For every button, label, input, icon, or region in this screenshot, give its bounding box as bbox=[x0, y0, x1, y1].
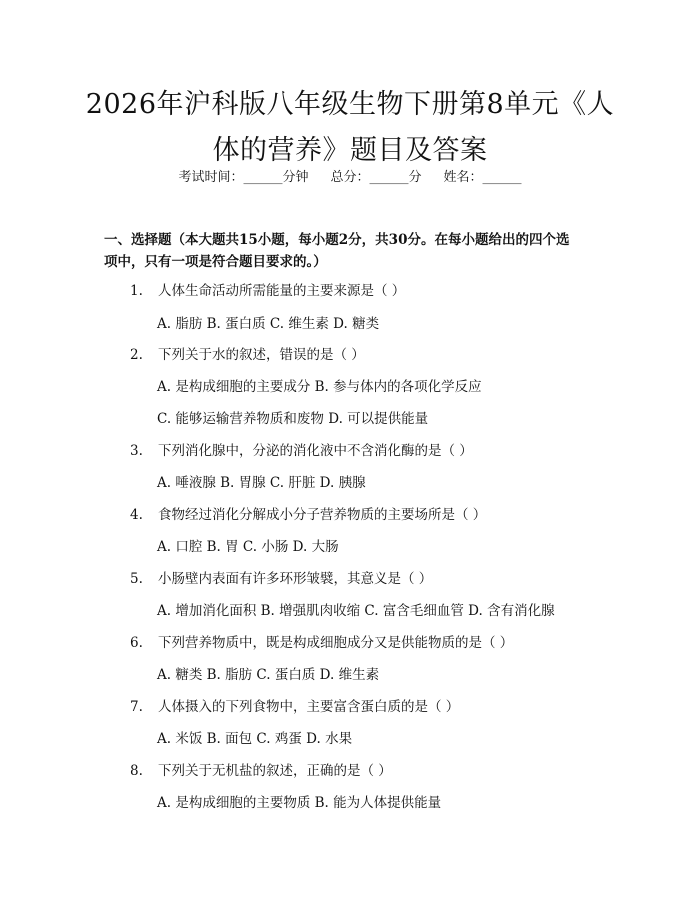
question-text: 人体摄入的下列食物中，主要富含蛋白质的是（ ） bbox=[158, 699, 460, 715]
section-heading bbox=[104, 229, 604, 273]
question-number: 3. bbox=[130, 443, 143, 459]
question-text: 下列关于水的叙述，错误的是（ ） bbox=[158, 347, 365, 363]
question-text: 下列营养物质中，既是构成细胞成分又是供能物质的是（ ） bbox=[158, 635, 514, 651]
question-number: 6. bbox=[130, 635, 143, 651]
question-number: 5. bbox=[130, 571, 143, 587]
question-3-options: A. 唾液腺 B. 胃腺 C. 肝脏 D. 胰腺 bbox=[157, 475, 366, 491]
question-number: 8. bbox=[130, 763, 143, 779]
question-5-options: A. 增加消化面积 B. 增强肌肉收缩 C. 富含毛细血管 D. 含有消化腺 bbox=[157, 603, 555, 619]
question-1 bbox=[130, 282, 610, 300]
exam-meta bbox=[0, 169, 700, 187]
section-heading-line-2: 项中，只有一项是符合题目要求的。） bbox=[104, 254, 327, 270]
section-heading-line-1: 一、选择题（本大题共15小题，每小题2分，共30分。在每小题给出的四个选 bbox=[104, 232, 570, 248]
question-4-options: A. 口腔 B. 胃 C. 小肠 D. 大肠 bbox=[157, 539, 339, 555]
question-7-options: A. 米饭 B. 面包 C. 鸡蛋 D. 水果 bbox=[157, 731, 353, 747]
question-text: 食物经过消化分解成小分子营养物质的主要场所是（ ） bbox=[158, 507, 487, 523]
question-2-options-line-1: A. 是构成细胞的主要成分 B. 参与体内的各项化学反应 bbox=[157, 379, 482, 395]
page-title bbox=[60, 82, 640, 174]
exam-score: 总分：______分 bbox=[330, 170, 422, 185]
question-number: 4. bbox=[130, 507, 143, 523]
student-name: 姓名：______ bbox=[443, 170, 522, 185]
question-6-options: A. 糖类 B. 脂肪 C. 蛋白质 D. 维生素 bbox=[157, 667, 380, 683]
question-6 bbox=[130, 634, 610, 652]
question-text: 下列消化腺中，分泌的消化液中不含消化酶的是（ ） bbox=[158, 443, 473, 459]
question-1-options: A. 脂肪 B. 蛋白质 C. 维生素 D. 糖类 bbox=[157, 316, 380, 332]
question-text: 小肠壁内表面有许多环形皱襞，其意义是（ ） bbox=[158, 571, 433, 587]
question-5 bbox=[130, 570, 610, 588]
question-3 bbox=[130, 442, 610, 460]
question-number: 1. bbox=[130, 283, 143, 299]
exam-time: 考试时间：______分钟 bbox=[178, 170, 309, 185]
question-number: 2. bbox=[130, 347, 143, 363]
question-text: 人体生命活动所需能量的主要来源是（ ） bbox=[158, 283, 406, 299]
question-number: 7. bbox=[130, 699, 143, 715]
question-8 bbox=[130, 762, 610, 780]
question-2-options-line-2: C. 能够运输营养物质和废物 D. 可以提供能量 bbox=[157, 411, 429, 427]
question-text: 下列关于无机盐的叙述，正确的是（ ） bbox=[158, 763, 392, 779]
question-8-options: A. 是构成细胞的主要物质 B. 能为人体提供能量 bbox=[157, 795, 442, 811]
question-7 bbox=[130, 698, 610, 716]
title-line-1: 2026年沪科版八年级生物下册第8单元《人 bbox=[85, 89, 615, 120]
title-line-2: 体的营养》题目及答案 bbox=[212, 135, 488, 166]
question-2 bbox=[130, 346, 610, 364]
question-4 bbox=[130, 506, 610, 524]
